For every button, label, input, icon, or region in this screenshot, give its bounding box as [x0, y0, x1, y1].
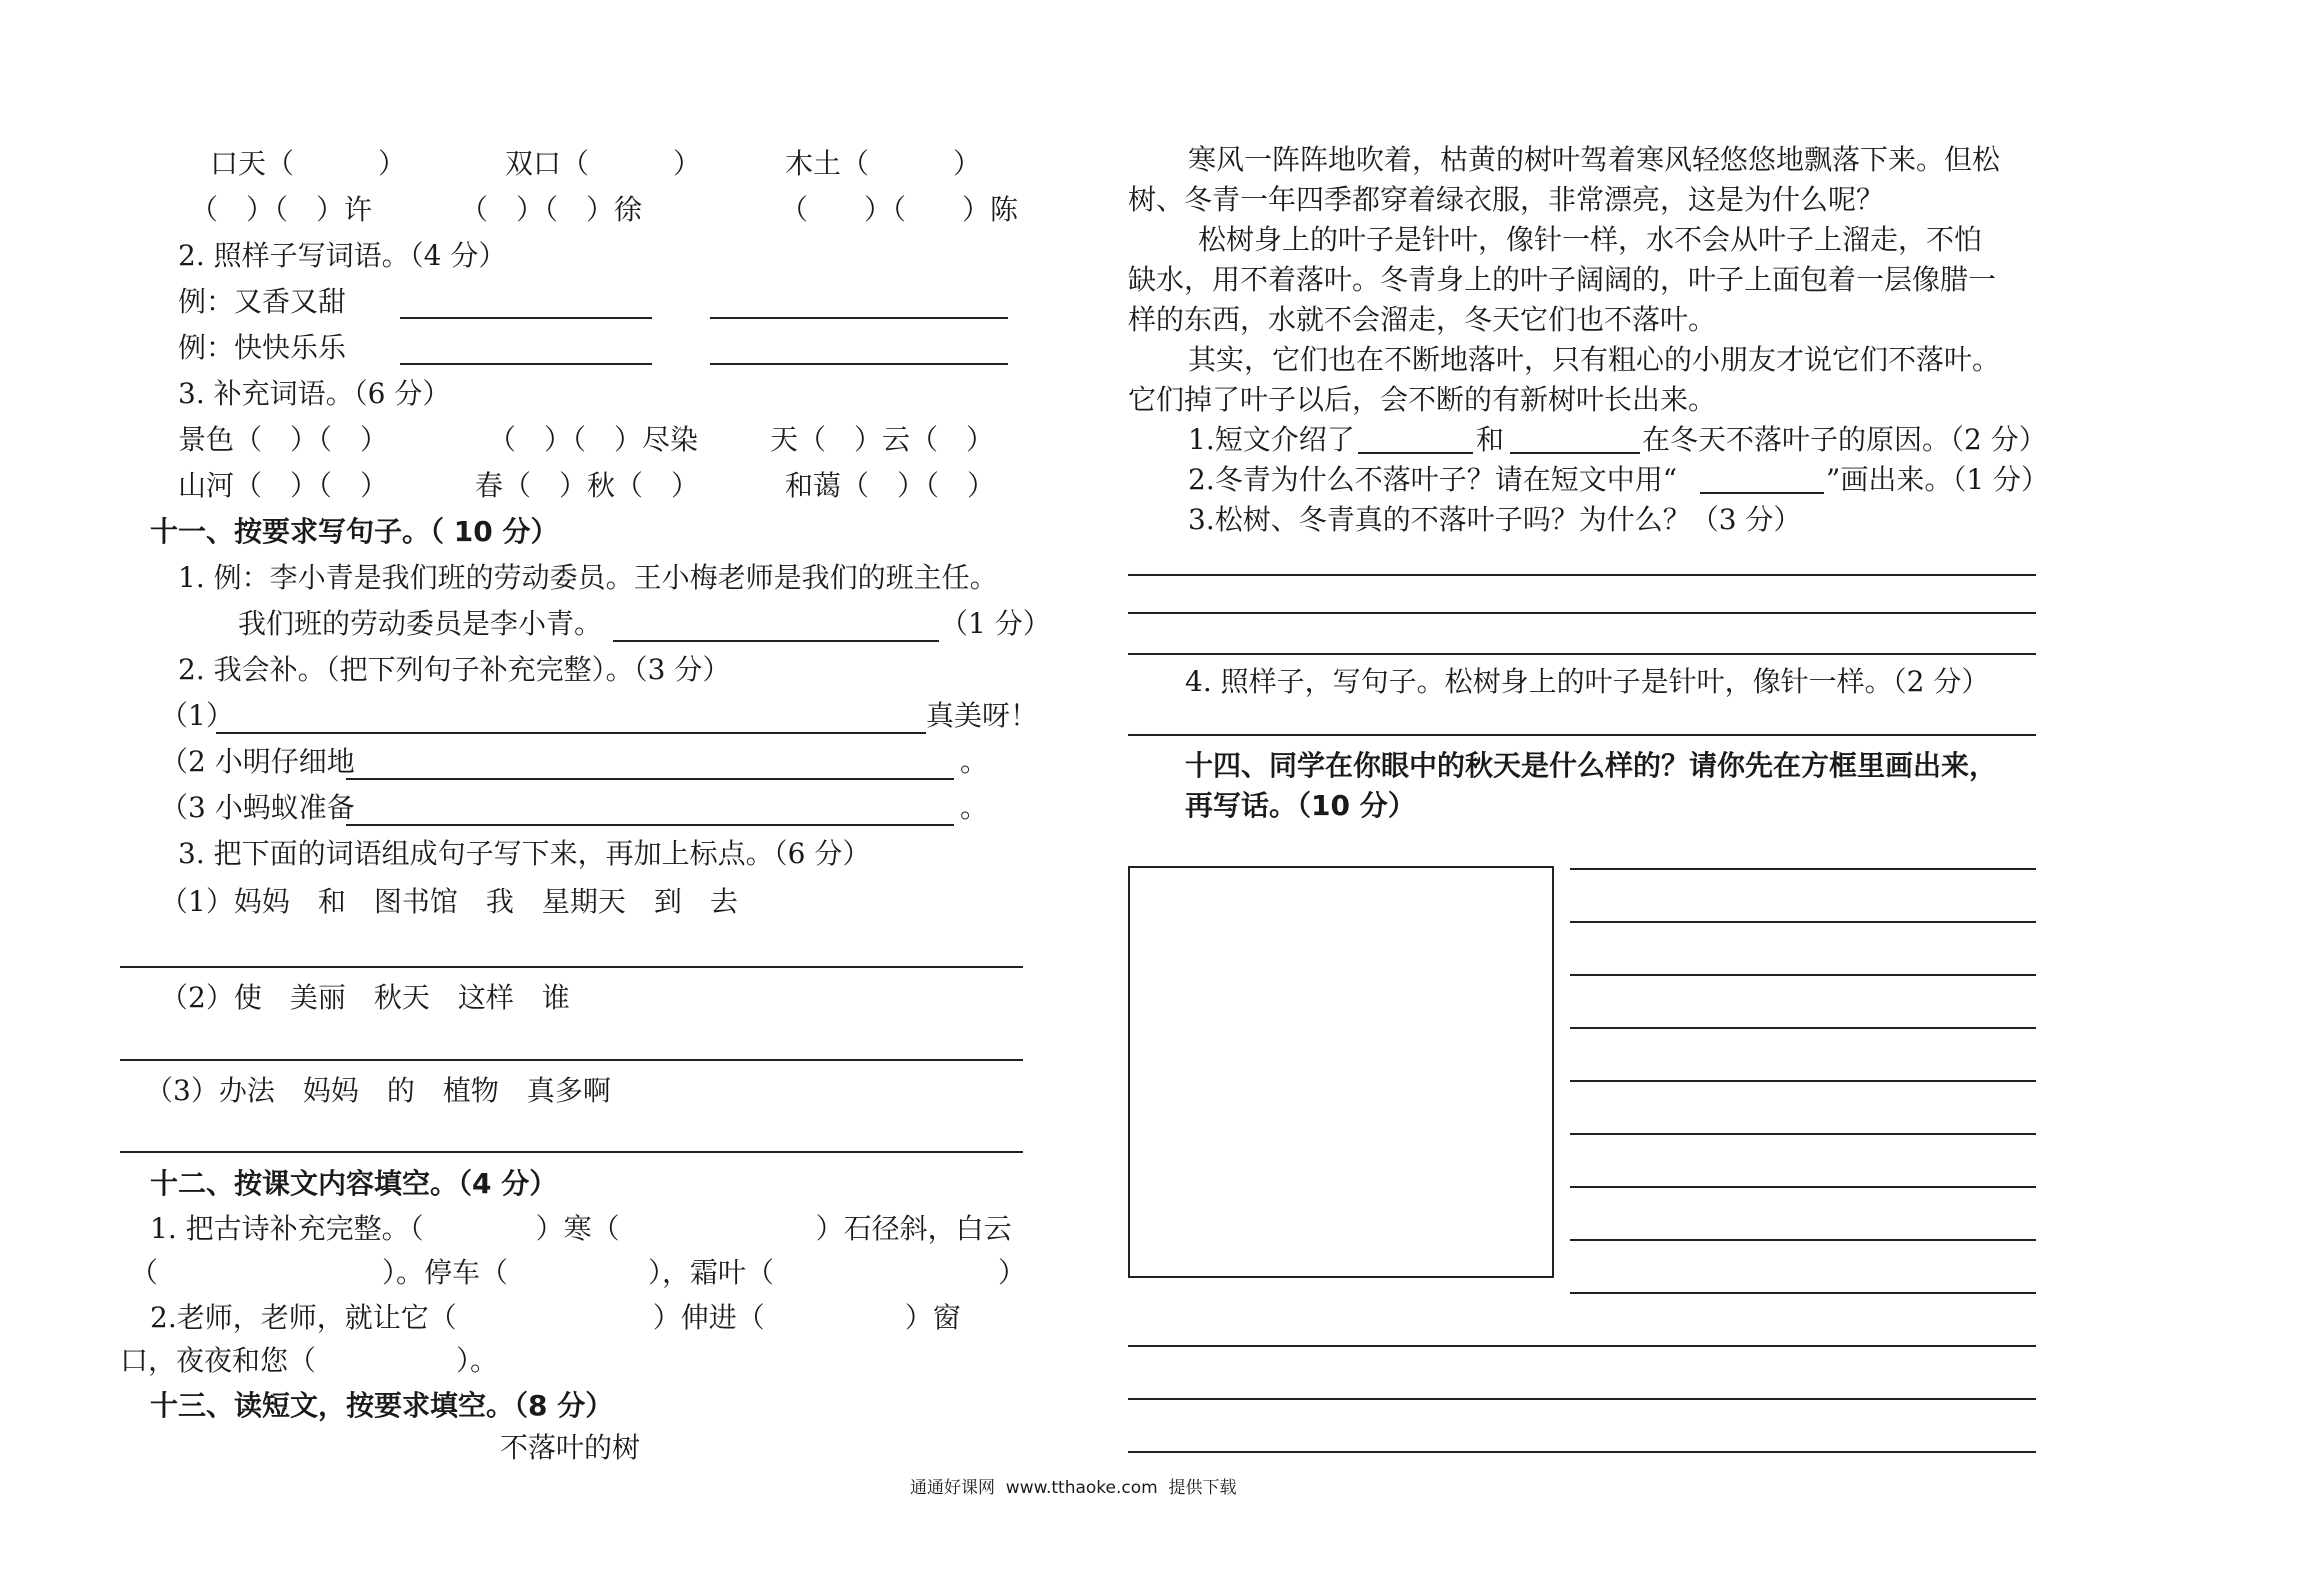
idiom-fill-1: 景色（ ）（ ）	[178, 423, 389, 456]
answer-line	[346, 824, 954, 826]
s11-q3-c: （3）办法 妈妈 的 植物 真多啊	[145, 1074, 611, 1107]
idiom-fill-3: 天（ ）云（ ）	[770, 423, 995, 456]
writing-line	[1570, 1239, 2036, 1241]
s11-q2: 2. 我会补。（把下列句子补充完整）。（3 分）	[178, 653, 731, 686]
answer-line	[400, 317, 652, 319]
char-riddle-1: 口天（ ）	[210, 147, 407, 180]
section-14-title: 十四、同学在你眼中的秋天是什么样的？请你先在方框里画出来，	[1185, 749, 1998, 782]
answer-line	[1128, 653, 2036, 655]
article-p3-a: 其实，它们也在不断地落叶，只有粗心的小朋友才说它们不落叶。	[1188, 343, 2001, 376]
article-p2-b: 缺水，用不着落叶。冬青身上的叶子阔阔的，叶子上面包着一层像腊一	[1128, 263, 1997, 296]
answer-line	[120, 1059, 1023, 1061]
writing-line	[1570, 974, 2036, 976]
s11-q2-a: （1）	[160, 699, 234, 732]
q3-title: 3. 补充词语。（6 分）	[178, 377, 451, 410]
writing-line	[1128, 1345, 2036, 1347]
answer-line	[613, 640, 939, 642]
answer-line	[1128, 734, 2036, 736]
surname-blank-2: （ ）（ ）徐	[460, 193, 643, 226]
s12-q1-a: 1. 把古诗补充完整。（ ）寒（ ）石径斜，白云	[150, 1212, 1012, 1245]
writing-line	[1570, 1292, 2036, 1294]
section-11-title: 十一、按要求写句子。（ 10 分）	[150, 515, 559, 548]
answer-line	[1128, 612, 2036, 614]
answer-line	[400, 363, 652, 365]
article-p2-c: 样的东西，水就不会溜走，冬天它们也不落叶。	[1128, 303, 1717, 336]
answer-line	[216, 732, 926, 734]
drawing-box[interactable]	[1128, 866, 1554, 1278]
r-q2-a: 2.冬青为什么不落叶子？请在短文中用“	[1188, 463, 1678, 496]
surname-blank-1: （ ）（ ）许	[190, 193, 373, 226]
r-q2-b: ”画出来。（1 分）	[1826, 463, 2050, 496]
answer-line	[710, 363, 1008, 365]
answer-line	[346, 778, 954, 780]
writing-line	[1570, 1186, 2036, 1188]
r-q1-c: 在冬天不落叶子的原因。（2 分）	[1642, 423, 2047, 456]
s11-q3: 3. 把下面的词语组成句子写下来，再加上标点。（6 分）	[178, 837, 871, 870]
char-riddle-2: 双口（ ）	[505, 147, 702, 180]
article-p2-a: 松树身上的叶子是针叶，像针一样，水不会从叶子上溜走，不怕	[1198, 223, 1983, 256]
r-q4: 4. 照样子，写句子。松树身上的叶子是针叶，像针一样。（2 分）	[1185, 665, 1990, 698]
s12-q1-b: （ ）。停车（ ），霜叶（ ）	[130, 1256, 1027, 1289]
writing-line	[1570, 868, 2036, 870]
q2-title: 2. 照样子写词语。（4 分）	[178, 239, 507, 272]
surname-blank-3: （ ）（ ）陈	[780, 193, 1019, 226]
period: 。	[960, 745, 989, 778]
writing-line	[1570, 1080, 2036, 1082]
answer-line	[1700, 492, 1824, 494]
s12-q2-b: 口，夜夜和您（ ）。	[120, 1344, 499, 1377]
q2-example-1: 例：又香又甜	[178, 285, 347, 318]
s11-q2-a-end: 真美呀！	[926, 699, 1039, 732]
idiom-fill-2: （ ）（ ）尽染	[488, 423, 699, 456]
answer-line	[1358, 452, 1473, 454]
answer-line	[120, 1151, 1023, 1153]
answer-line	[710, 317, 1008, 319]
footer-source: 通通好课网 www.tthaoke.com 提供下载	[910, 1478, 1237, 1498]
section-13-title: 十三、读短文，按要求填空。（8 分）	[150, 1389, 614, 1422]
answer-line	[1128, 574, 2036, 576]
r-q3: 3.松树、冬青真的不落叶子吗？为什么？（3 分）	[1188, 503, 1802, 536]
q2-example-2: 例：快快乐乐	[178, 331, 347, 364]
answer-line	[120, 966, 1023, 968]
answer-line	[1510, 452, 1640, 454]
s11-q3-a: （1）妈妈 和 图书馆 我 星期天 到 去	[160, 885, 738, 918]
article-p3-b: 它们掉了叶子以后，会不断的有新树叶长出来。	[1128, 383, 1717, 416]
s11-q3-b: （2）使 美丽 秋天 这样 谁	[160, 981, 570, 1014]
writing-line	[1128, 1398, 2036, 1400]
r-q1-b: 和	[1476, 423, 1505, 456]
article-p1-b: 树、冬青一年四季都穿着绿衣服，非常漂亮，这是为什么呢？	[1128, 183, 1885, 216]
idiom-fill-6: 和蔼（ ）（ ）	[785, 469, 996, 502]
char-riddle-3: 木土（ ）	[785, 147, 982, 180]
s11-q2-b: （2 小明仔细地	[160, 745, 355, 778]
r-q1-a: 1.短文介绍了	[1188, 423, 1355, 456]
article-p1-a: 寒风一阵阵地吹着，枯黄的树叶驾着寒风轻悠悠地飘落下来。但松	[1188, 143, 2001, 176]
article-title: 不落叶的树	[500, 1431, 641, 1464]
writing-line	[1570, 921, 2036, 923]
s11-q1-score: （1 分）	[940, 607, 1051, 640]
s12-q2-a: 2.老师，老师，就让它（ ）伸进（ ）窗	[150, 1301, 961, 1334]
section-14-title-2: 再写话。（10 分）	[1185, 789, 1416, 822]
section-12-title: 十二、按课文内容填空。（4 分）	[150, 1167, 558, 1200]
s11-q1: 1. 例：李小青是我们班的劳动委员。王小梅老师是我们的班主任。	[178, 561, 998, 594]
idiom-fill-4: 山河（ ）（ ）	[178, 469, 389, 502]
period: 。	[960, 791, 989, 824]
s11-q2-c: （3 小蚂蚁准备	[160, 791, 355, 824]
writing-line	[1570, 1133, 2036, 1135]
s11-q1-line2: 我们班的劳动委员是李小青。	[238, 607, 603, 640]
writing-line	[1128, 1451, 2036, 1453]
writing-line	[1570, 1027, 2036, 1029]
idiom-fill-5: 春（ ）秋（ ）	[475, 469, 700, 502]
